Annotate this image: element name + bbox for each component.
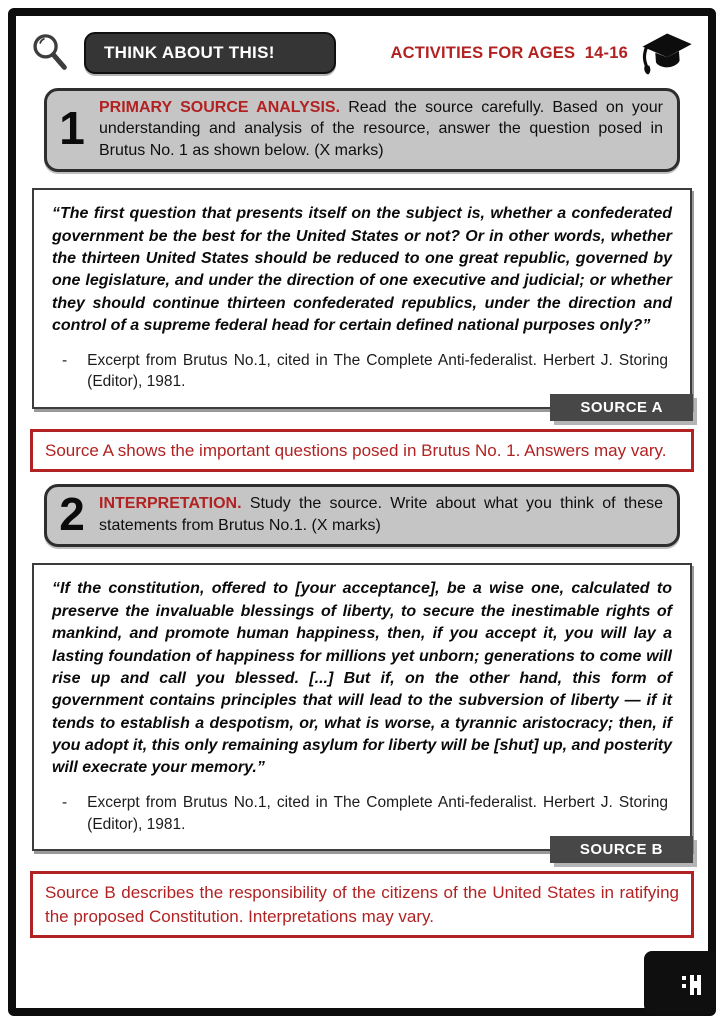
activities-ages-label: ACTIVITIES FOR AGES 14-16 [390,43,628,62]
activity-2-instructions [99,493,663,536]
answer-a-text: Source A shows the important questions posed in Brutus No. 1. Answers may vary. [45,441,667,461]
badge-label: THINK ABOUT THIS! [104,43,275,62]
source-a-citation-text: Excerpt from Brutus No.1, cited in The Complete Anti-federalist. Herbert J. Storing (Editor), 1981. [87,351,668,391]
source-b-box [32,563,692,859]
worksheet-content [16,16,708,1008]
source-a-tag: SOURCE A [550,394,693,421]
worksheet-header [30,26,694,80]
answer-a-box [30,429,694,472]
answer-b-text: Source B describes the responsibility of the citizens of the United States in ratifying the proposed Constitution. Interpretations may vary. [45,883,679,926]
activity-2-body: Study the source. Write about what you think of these statements from Brutus No.1. (X marks) [99,495,663,534]
activity-1-band [44,88,680,172]
citation-dash: - [62,351,68,369]
activity-1-number: 1 [59,102,85,155]
think-about-this-badge [84,32,336,74]
corner-logo-block [644,951,716,1015]
source-b-quote: “If the constitution, offered to [your acceptance], be a wise one, calculated to preserve the invaluable blessings of liberty, to secure the inestimable rights of mankind, and promote human happiness, then, if you accept it, you will lay a lasting foundation of happiness for millions yet unborn; generations to come will rise up and call you blessed. [...] But if, on the other hand, this form of government contains principles that will lead to the subversion of liberty — if it tends to establish a despotism, or, what is worse, a tyrannic aristocracy; then, if you adopt it, this only remaining asylum for liberty will be [shut] up, and posterity will execrate your memory.” [52,580,672,777]
source-b-tag: SOURCE B [550,836,693,863]
activity-2-number: 2 [59,488,85,541]
activity-2-band [44,484,680,547]
activity-1-title: PRIMARY SOURCE ANALYSIS. [99,99,341,116]
header-right [391,25,694,81]
citation-dash: - [62,793,68,811]
magnifier-icon [30,32,70,74]
activity-2-title: INTERPRETATION. [99,495,242,513]
activity-1-instructions [99,97,663,161]
partial-logo-glyph [682,973,704,997]
source-a-quote: “The first question that presents itself on the subject is, whether a confederated government be the best for the United States or not? Or in other words, whether the thirteen United States should be reduced to one great republic, governed by one legislature, and under the direction of one executive and judicial; or whether they should continue thirteen confederated republics, under the direction and control of a supreme federal head for certain defined national purposes only?” [52,205,672,335]
source-a-box [32,188,692,417]
source-b-citation-text: Excerpt from Brutus No.1, cited in The Complete Anti-federalist. Herbert J. Storing (Editor), 1981. [87,793,668,833]
graduation-cap-icon [636,25,694,81]
activity-1-body: Read the source carefully. Based on your understanding and analysis of the resource, answer the question posed in Brutus No. 1 as shown below. (X marks) [99,99,664,159]
answer-b-box [30,871,694,938]
source-a-citation [62,350,672,393]
source-b-citation [62,792,672,835]
